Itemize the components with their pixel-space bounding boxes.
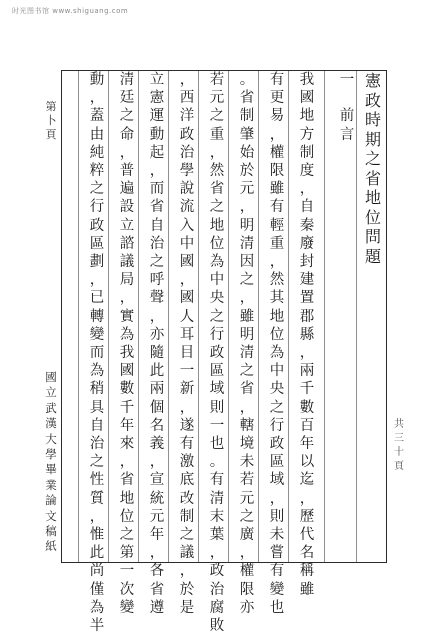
text-char: 之 — [269, 399, 285, 416]
text-char: 變 — [119, 599, 135, 616]
text-char: 清 — [209, 490, 225, 507]
text-char: 一 — [179, 363, 195, 380]
text-char: 肇 — [239, 126, 255, 143]
text-char: 百 — [299, 417, 315, 434]
page-number-label — [44, 100, 58, 142]
title-char: 問 — [364, 227, 381, 246]
text-char: 我 — [119, 345, 135, 362]
text-char: 運 — [149, 108, 165, 125]
title-char: 題 — [364, 246, 381, 266]
text-char: 廢 — [299, 235, 315, 252]
ruled-line — [198, 71, 199, 562]
text-char: ， — [299, 490, 315, 507]
text-char: 位 — [269, 326, 285, 343]
text-char: 耳 — [179, 326, 195, 343]
text-char: 治 — [149, 235, 165, 252]
text-char: 省 — [239, 90, 255, 107]
text-char: 葉 — [209, 527, 225, 544]
text-char: 稱 — [299, 563, 315, 580]
margin-char: 武 — [45, 400, 57, 415]
text-char: 秦 — [299, 217, 315, 234]
text-char: 域 — [269, 472, 285, 489]
text-char: 有 — [209, 472, 225, 489]
text-char: 改 — [179, 490, 195, 507]
text-char: 之 — [209, 308, 225, 325]
text-char: 新 — [179, 381, 195, 398]
text-line — [234, 71, 260, 616]
text-char: 輕 — [269, 217, 285, 234]
text-char: 政 — [269, 436, 285, 453]
text-char: ， — [269, 254, 285, 271]
text-char: 廣 — [239, 527, 255, 544]
text-char: ， — [119, 290, 135, 307]
text-char: 變 — [269, 581, 285, 598]
text-char: 年 — [299, 436, 315, 453]
text-line — [84, 71, 110, 635]
text-char: 議 — [119, 254, 135, 271]
text-char: 縣 — [299, 326, 315, 343]
text-char: 迄 — [299, 472, 315, 489]
title-char: 政 — [364, 90, 381, 110]
ruled-line — [324, 71, 325, 562]
section-char: 前 — [339, 108, 355, 125]
text-char: 清 — [239, 345, 255, 362]
text-char: 實 — [119, 308, 135, 325]
text-char: ， — [299, 345, 315, 362]
margin-char: 論 — [45, 493, 57, 508]
text-char: 則 — [209, 399, 225, 416]
text-char: 亦 — [149, 326, 165, 343]
title-char: 省 — [364, 168, 381, 188]
ruled-line — [108, 71, 109, 562]
text-char: 區 — [209, 363, 225, 380]
text-char: 兩 — [299, 363, 315, 380]
text-char: 之 — [119, 527, 135, 544]
margin-char: 立 — [45, 385, 57, 400]
text-char: 位 — [119, 508, 135, 525]
text-char: 國 — [179, 254, 195, 271]
text-char: 然 — [209, 163, 225, 180]
text-char: 設 — [119, 199, 135, 216]
text-char: 制 — [299, 144, 315, 161]
text-char: ， — [179, 399, 195, 416]
text-char: 行 — [89, 199, 105, 216]
text-char: 政 — [209, 345, 225, 362]
margin-char: 第 — [45, 100, 57, 113]
text-char: 中 — [179, 235, 195, 252]
text-char: 之 — [89, 454, 105, 471]
text-char: 郡 — [299, 308, 315, 325]
text-char: 自 — [299, 199, 315, 216]
text-char: 之 — [149, 254, 165, 271]
text-char: 之 — [119, 108, 135, 125]
text-char: 有 — [179, 436, 195, 453]
text-char: 質 — [89, 490, 105, 507]
text-char: 為 — [119, 326, 135, 343]
text-char: ， — [119, 144, 135, 161]
text-char: 置 — [299, 290, 315, 307]
text-char: 治 — [209, 581, 225, 598]
text-char: 動 — [89, 72, 105, 88]
ruled-line — [78, 71, 79, 562]
ruled-line — [288, 71, 289, 562]
manuscript-sheet — [61, 70, 387, 635]
text-char: 國 — [179, 290, 195, 307]
text-char: 制 — [239, 108, 255, 125]
text-char: 省 — [209, 181, 225, 198]
text-char: ， — [179, 563, 195, 580]
text-char: 有 — [269, 563, 285, 580]
text-char: ， — [239, 199, 255, 216]
text-char: 行 — [269, 417, 285, 434]
text-char: 來 — [119, 436, 135, 453]
text-char: ， — [89, 90, 105, 107]
text-char: 。 — [209, 454, 225, 471]
text-char: 末 — [209, 508, 225, 525]
margin-char: 頁 — [394, 461, 404, 472]
text-char: 國 — [299, 90, 315, 107]
margin-char: 學 — [45, 447, 57, 462]
text-char: 目 — [179, 345, 195, 362]
text-char: 立 — [119, 217, 135, 234]
text-char: 明 — [239, 217, 255, 234]
text-char: 區 — [89, 235, 105, 252]
text-char: 個 — [149, 399, 165, 416]
margin-char: 頁 — [45, 128, 57, 141]
text-char: ， — [269, 490, 285, 507]
text-char: 於 — [179, 581, 195, 598]
text-char: ， — [299, 181, 315, 198]
text-char: 中 — [269, 363, 285, 380]
text-char: 以 — [299, 454, 315, 471]
text-char: ， — [149, 163, 165, 180]
text-char: 度 — [299, 163, 315, 180]
title-char: 憲 — [364, 71, 381, 90]
text-char: 稍 — [89, 381, 105, 398]
text-char: 統 — [149, 490, 165, 507]
text-char: 清 — [239, 235, 255, 252]
text-char: 地 — [299, 108, 315, 125]
title-char: 位 — [364, 207, 381, 227]
ruled-line — [356, 71, 357, 562]
text-char: 轉 — [89, 308, 105, 325]
text-char: 雖 — [239, 308, 255, 325]
text-char: 議 — [179, 545, 195, 562]
margin-char: 三 — [394, 433, 404, 444]
text-char: 各 — [149, 563, 165, 580]
margin-char: 大 — [45, 431, 57, 446]
text-char: 若 — [209, 72, 225, 88]
text-char: 廷 — [119, 90, 135, 107]
text-char: 其 — [269, 290, 285, 307]
text-char: 第 — [119, 545, 135, 562]
text-char: 諮 — [119, 235, 135, 252]
text-char: 轄 — [239, 417, 255, 434]
title-char: 時 — [364, 110, 381, 129]
text-char: 然 — [269, 272, 285, 289]
text-char: 未 — [269, 527, 285, 544]
text-char: 而 — [89, 345, 105, 362]
text-char: 數 — [119, 381, 135, 398]
text-char: 有 — [269, 72, 285, 88]
text-char: ， — [149, 454, 165, 471]
text-char: ， — [119, 454, 135, 471]
text-char: 純 — [89, 144, 105, 161]
text-line — [174, 71, 200, 616]
text-char: 半 — [89, 618, 105, 635]
text-char: 位 — [209, 235, 225, 252]
text-char: 入 — [179, 217, 195, 234]
text-char: 嘗 — [269, 545, 285, 562]
text-char: 激 — [179, 454, 195, 471]
text-char: 數 — [299, 399, 315, 416]
text-char: 於 — [239, 163, 255, 180]
text-char: 一 — [209, 417, 225, 434]
text-char: 元 — [239, 490, 255, 507]
text-char: 由 — [89, 126, 105, 143]
text-char: 蓋 — [89, 108, 105, 125]
text-char: 千 — [299, 381, 315, 398]
title-char: 期 — [364, 129, 381, 149]
text-char: 之 — [239, 508, 255, 525]
text-char: 動 — [149, 126, 165, 143]
text-char: ， — [179, 272, 195, 289]
text-char: 央 — [269, 381, 285, 398]
text-char: ， — [149, 545, 165, 562]
text-line — [144, 71, 170, 616]
text-char: 封 — [299, 254, 315, 271]
text-char: 省 — [149, 581, 165, 598]
text-char: 宣 — [149, 472, 165, 489]
margin-char: 十 — [394, 447, 404, 458]
text-char: 雖 — [299, 581, 315, 598]
text-char: 西 — [179, 90, 195, 107]
margin-char: 共 — [394, 419, 404, 430]
text-line — [114, 71, 140, 616]
text-char: 權 — [269, 144, 285, 161]
text-char: 底 — [179, 472, 195, 489]
text-char: 立 — [149, 72, 165, 88]
text-char: 也 — [269, 599, 285, 616]
text-char: 。 — [239, 72, 255, 88]
text-char: 此 — [89, 545, 105, 562]
text-char: 明 — [239, 326, 255, 343]
text-char: 若 — [239, 472, 255, 489]
text-char: 元 — [149, 508, 165, 525]
margin-char: 漢 — [45, 416, 57, 431]
ruled-line — [138, 71, 139, 562]
text-char: 隨 — [149, 345, 165, 362]
text-char: 政 — [179, 126, 195, 143]
text-char: 性 — [89, 472, 105, 489]
text-char: 起 — [149, 144, 165, 161]
section-char: 一 — [339, 72, 355, 88]
text-char: 制 — [179, 508, 195, 525]
text-char: 洋 — [179, 108, 195, 125]
text-char: 為 — [209, 254, 225, 271]
text-char: 年 — [149, 527, 165, 544]
text-char: 重 — [209, 126, 225, 143]
text-char: ， — [209, 144, 225, 161]
text-char: 粹 — [89, 163, 105, 180]
text-char: 敗 — [209, 618, 225, 635]
text-char: 自 — [149, 217, 165, 234]
text-char: 義 — [149, 436, 165, 453]
text-char: 僅 — [89, 581, 105, 598]
text-char: 命 — [119, 126, 135, 143]
text-char: 方 — [299, 126, 315, 143]
text-char: 境 — [239, 436, 255, 453]
text-char: ， — [89, 272, 105, 289]
text-char: ， — [209, 545, 225, 562]
text-char: 普 — [119, 163, 135, 180]
text-char: 也 — [209, 436, 225, 453]
text-char: 雖 — [269, 181, 285, 198]
margin-char: 文 — [45, 508, 57, 523]
text-char: 為 — [269, 345, 285, 362]
text-char: 因 — [239, 254, 255, 271]
text-char: 更 — [269, 90, 285, 107]
margin-char: 畢 — [45, 462, 57, 477]
text-line — [204, 71, 230, 635]
text-char: 人 — [179, 308, 195, 325]
ruled-line — [258, 71, 259, 562]
text-char: 中 — [209, 272, 225, 289]
text-char: 政 — [209, 563, 225, 580]
text-line — [294, 71, 320, 598]
total-pages-label — [392, 418, 406, 474]
text-char: 地 — [119, 490, 135, 507]
margin-char: 稿 — [45, 524, 57, 539]
text-char: 治 — [89, 436, 105, 453]
text-line — [264, 71, 290, 616]
text-char: 地 — [269, 308, 285, 325]
text-char: 為 — [89, 363, 105, 380]
text-char: 此 — [149, 363, 165, 380]
margin-char: 業 — [45, 477, 57, 492]
watermark-text: 时光图书馆 www.shiguang.com — [12, 7, 129, 15]
text-char: 尚 — [89, 563, 105, 580]
text-char: 政 — [89, 217, 105, 234]
text-char: 省 — [119, 472, 135, 489]
text-char: 聲 — [149, 290, 165, 307]
text-char: 遵 — [149, 599, 165, 616]
text-char: 元 — [239, 181, 255, 198]
text-char: 行 — [209, 326, 225, 343]
text-char: 央 — [209, 290, 225, 307]
text-char: 說 — [179, 181, 195, 198]
ruled-line — [228, 71, 229, 562]
essay-title — [360, 71, 386, 562]
text-char: 名 — [149, 417, 165, 434]
text-char: 歷 — [299, 508, 315, 525]
text-char: ， — [239, 290, 255, 307]
text-char: 元 — [209, 90, 225, 107]
text-char: 劃 — [89, 254, 105, 271]
section-char: 言 — [339, 126, 355, 143]
text-char: 為 — [89, 599, 105, 616]
text-char: 是 — [179, 599, 195, 616]
text-char: 局 — [119, 272, 135, 289]
text-char: 次 — [119, 581, 135, 598]
text-char: 之 — [209, 199, 225, 216]
text-char: 易 — [269, 108, 285, 125]
manuscript-paper-label — [44, 370, 58, 555]
text-char: 我 — [299, 72, 315, 88]
text-char: 有 — [269, 199, 285, 216]
margin-char: 國 — [45, 370, 57, 384]
text-char: 權 — [239, 563, 255, 580]
text-char: 已 — [89, 290, 105, 307]
text-char: 則 — [269, 508, 285, 525]
text-char: 未 — [239, 454, 255, 471]
margin-char: 卜 — [45, 114, 57, 127]
margin-char: 紙 — [45, 539, 57, 554]
text-char: 省 — [239, 381, 255, 398]
text-char: 國 — [119, 363, 135, 380]
text-char: 地 — [209, 217, 225, 234]
text-char: 年 — [119, 417, 135, 434]
text-char: 之 — [239, 363, 255, 380]
text-char: 之 — [179, 527, 195, 544]
text-char: 學 — [179, 163, 195, 180]
text-char: ， — [269, 126, 285, 143]
text-char: 之 — [89, 181, 105, 198]
text-char: 而 — [149, 181, 165, 198]
text-char: 重 — [269, 235, 285, 252]
text-char: 流 — [179, 199, 195, 216]
text-char: 省 — [149, 199, 165, 216]
text-char: 變 — [89, 326, 105, 343]
text-char: 始 — [239, 144, 255, 161]
text-char: 建 — [299, 272, 315, 289]
text-char: 遍 — [119, 181, 135, 198]
text-char: 區 — [269, 454, 285, 471]
text-char: 名 — [299, 545, 315, 562]
text-char: 自 — [89, 417, 105, 434]
text-char: 兩 — [149, 381, 165, 398]
text-char: ， — [149, 308, 165, 325]
text-char: 惟 — [89, 527, 105, 544]
text-char: 治 — [179, 144, 195, 161]
text-char: ， — [179, 72, 195, 88]
text-char: 腐 — [209, 599, 225, 616]
title-char: 地 — [364, 188, 381, 207]
text-char: ， — [239, 399, 255, 416]
text-char: 具 — [89, 399, 105, 416]
text-char: 域 — [209, 381, 225, 398]
text-char: ， — [239, 545, 255, 562]
text-char: 遂 — [179, 417, 195, 434]
text-char: 憲 — [149, 90, 165, 107]
ruled-line — [168, 71, 169, 562]
text-char: 一 — [119, 563, 135, 580]
text-char: 限 — [239, 581, 255, 598]
title-char: 之 — [364, 149, 381, 168]
text-char: 之 — [239, 272, 255, 289]
text-char: ， — [89, 508, 105, 525]
text-char: 亦 — [239, 599, 255, 616]
text-char: 之 — [209, 108, 225, 125]
text-char: 代 — [299, 527, 315, 544]
text-char: 呼 — [149, 272, 165, 289]
text-char: 千 — [119, 399, 135, 416]
text-char: 清 — [119, 72, 135, 88]
text-char: 限 — [269, 163, 285, 180]
